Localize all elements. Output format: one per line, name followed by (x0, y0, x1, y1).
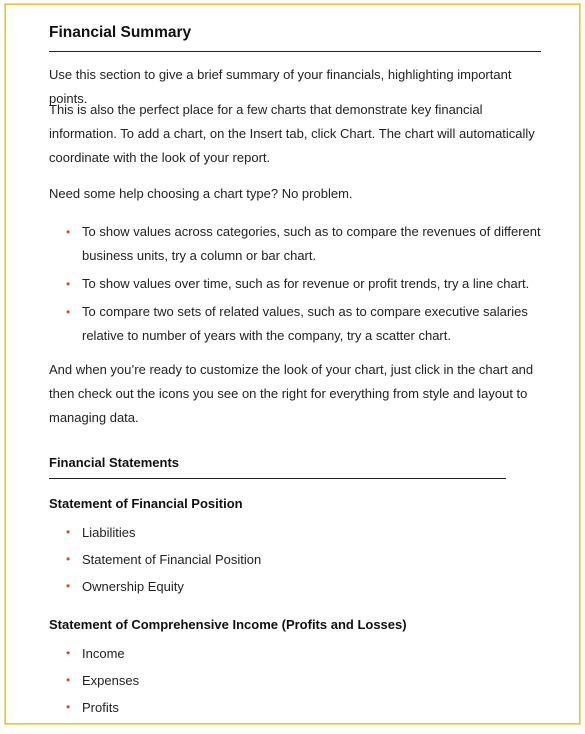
list-item: • Income (49, 640, 544, 667)
bullet-icon: • (66, 277, 71, 291)
position-list (49, 519, 544, 600)
position-heading: Statement of Financial Position (49, 496, 243, 511)
bullet-icon: • (66, 579, 71, 593)
bullet-icon: • (66, 552, 71, 566)
chart-tips-list (49, 220, 544, 348)
bullet-icon: • (66, 700, 71, 714)
list-item: • Expenses (49, 667, 544, 694)
list-item: • Ownership Equity (49, 573, 544, 600)
income-list (49, 640, 544, 721)
page-title: Financial Summary (49, 24, 192, 41)
statements-divider (49, 478, 506, 479)
bullet-icon: • (66, 305, 71, 319)
intro-paragraph: Use this section to give a brief summary of your financials, highlighting important points. (49, 67, 512, 106)
bullet-icon: • (66, 646, 71, 660)
bullet-icon: • (66, 673, 71, 687)
bullet-icon: • (66, 225, 71, 239)
bullet-icon: • (66, 525, 71, 539)
title-divider (49, 51, 541, 52)
list-item: • Profits (49, 694, 544, 721)
list-item: • To compare two sets of related values, such as to compare executive salaries relative to number of years with the company, try a scatter chart. (49, 300, 544, 348)
statements-heading: Financial Statements (49, 455, 180, 470)
list-item: • To show values over time, such as for revenue or profit trends, try a line chart. (49, 272, 544, 296)
list-item: • Liabilities (49, 519, 544, 546)
customize-paragraph: And when you’re ready to customize the look of your chart, just click in the chart and then check out the icons you see on the right for everything from style and layout to managing data. (49, 362, 534, 425)
list-item: • Statement of Financial Position (49, 546, 544, 573)
help-paragraph: Need some help choosing a chart type? No problem. (49, 186, 353, 201)
income-heading: Statement of Comprehensive Income (Profits and Losses) (49, 617, 407, 632)
document-page (5, 4, 580, 724)
list-item: • To show values across categories, such as to compare the revenues of different business units, try a column or bar chart. (49, 220, 544, 268)
charts-paragraph: This is also the perfect place for a few charts that demonstrate key financial information. To add a chart, on the Insert tab, click Chart. The chart will automatically coordinate with the look of your report. (49, 102, 535, 165)
